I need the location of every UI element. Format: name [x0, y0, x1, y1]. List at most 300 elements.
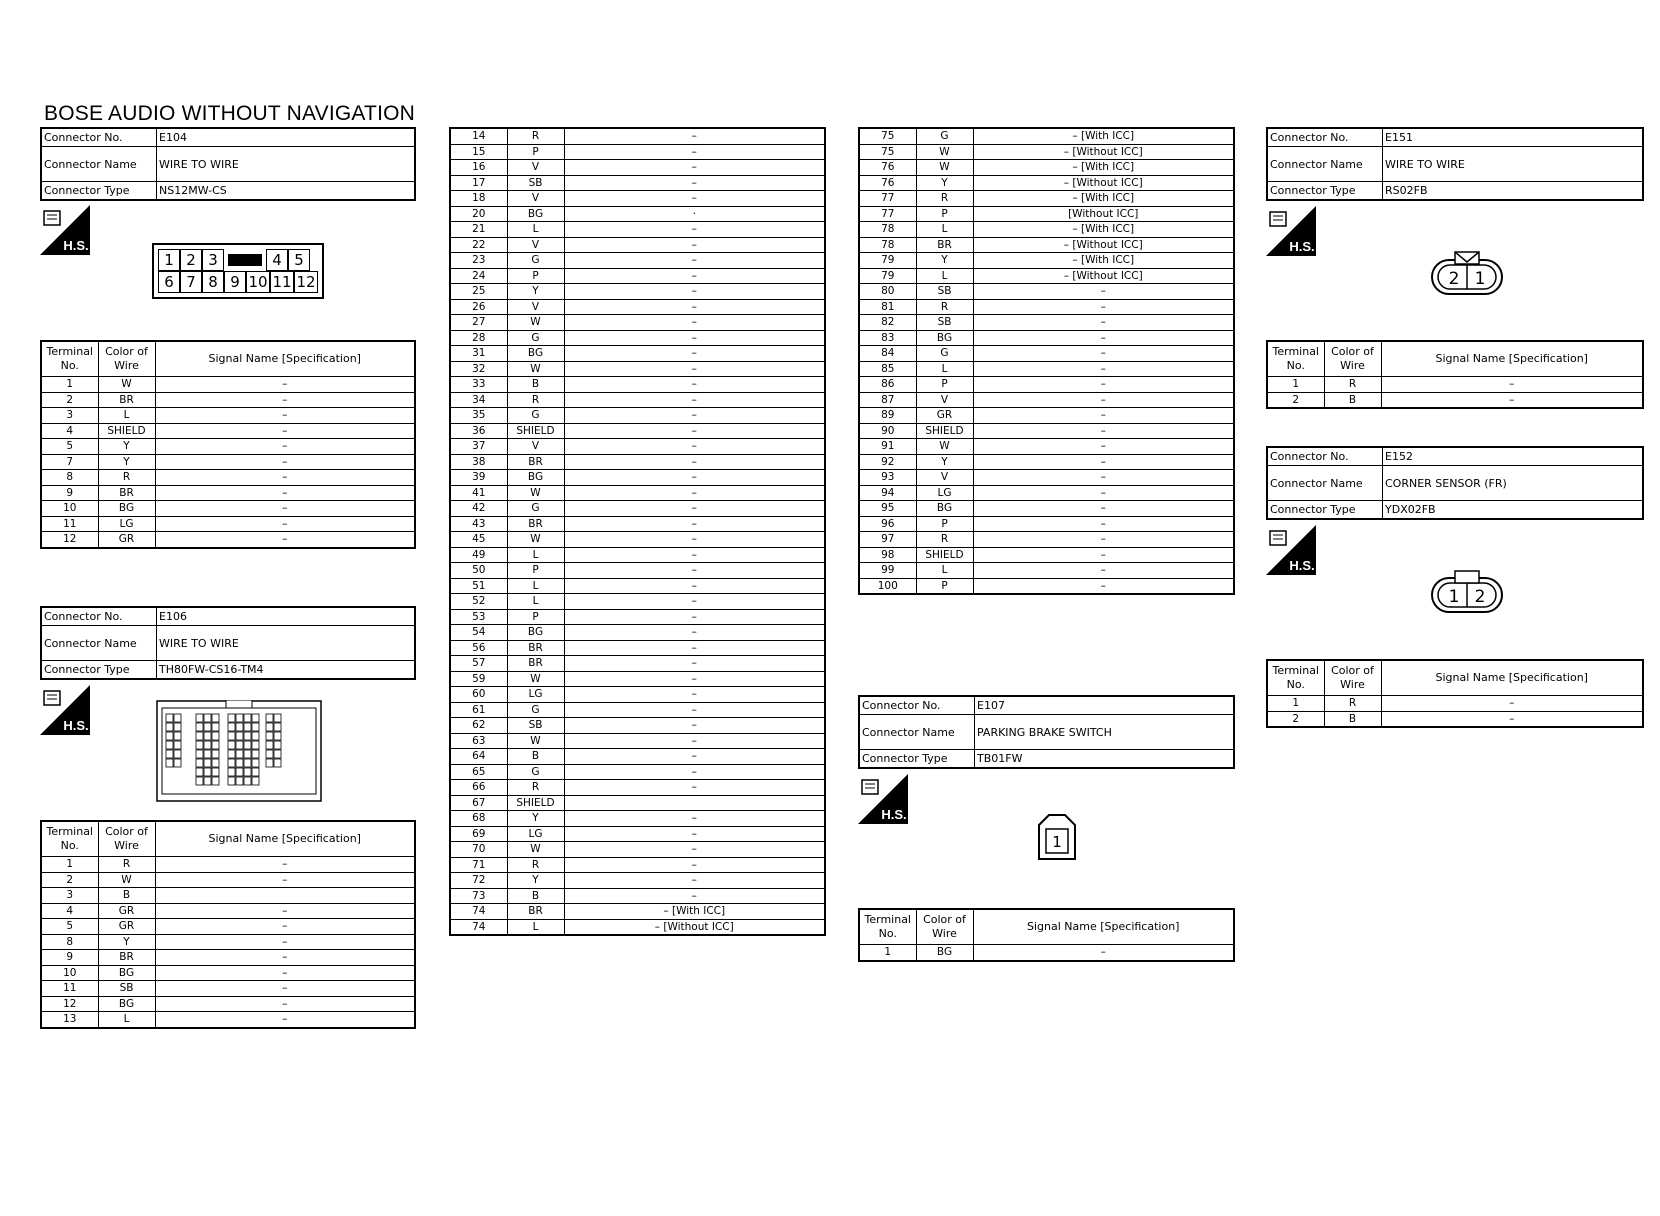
pin-cavity — [196, 750, 203, 758]
wire-color-cell: BR — [507, 454, 564, 470]
signal-name-cell: – [With ICC] — [973, 160, 1234, 176]
terminal-no-cell: 36 — [450, 423, 507, 439]
terminal-no-cell: 8 — [41, 934, 98, 950]
svg-text:H.S.: H.S. — [881, 807, 907, 822]
terminal-no-cell: 9 — [41, 485, 98, 501]
signal-name-cell: – — [155, 996, 415, 1012]
terminal-no-cell: 72 — [450, 873, 507, 889]
wire-color-cell: G — [507, 702, 564, 718]
terminal-no-cell: 41 — [450, 485, 507, 501]
wire-color-cell: GR — [916, 408, 973, 424]
table-row — [450, 578, 825, 594]
signal-name-cell: – — [564, 501, 825, 517]
pin-cavity — [236, 741, 243, 749]
pin-cavity — [274, 750, 281, 758]
wire-color-cell: GR — [98, 919, 155, 935]
signal-name-cell: – — [564, 594, 825, 610]
table-row — [450, 346, 825, 362]
wire-color-cell: LG — [98, 516, 155, 532]
wire-color-cell: Y — [507, 873, 564, 889]
terminal-no-cell: 69 — [450, 826, 507, 842]
signal-name-cell: – — [564, 656, 825, 672]
terminal-table-e104 — [40, 340, 416, 549]
terminal-no-cell: 70 — [450, 842, 507, 858]
connector-type-label: Connector Type — [41, 182, 157, 201]
table-row — [450, 656, 825, 672]
signal-name-cell: – — [155, 919, 415, 935]
wire-color-cell: G — [916, 346, 973, 362]
wire-color-cell: B — [1324, 711, 1381, 727]
signal-name-cell — [155, 888, 415, 904]
wire-color-cell: P — [916, 516, 973, 532]
terminal-no-cell: 78 — [859, 222, 916, 238]
terminal-no-cell: 32 — [450, 361, 507, 377]
table-row — [450, 640, 825, 656]
terminal-no-cell: 10 — [41, 501, 98, 517]
pin-label: 1 — [158, 249, 180, 271]
signal-name-cell — [564, 795, 825, 811]
pin-cavity — [166, 750, 173, 758]
table-row — [1267, 711, 1643, 727]
pin-cavity — [166, 759, 173, 767]
terminal-no-cell: 12 — [41, 532, 98, 548]
signal-name-cell: – — [155, 501, 415, 517]
signal-name-cell: – — [973, 392, 1234, 408]
signal-name-cell: – — [564, 253, 825, 269]
connector-no-label: Connector No. — [1267, 128, 1383, 147]
terminal-no-cell: 1 — [1267, 696, 1324, 712]
pin-cavity — [266, 741, 273, 749]
terminal-no-cell: 77 — [859, 191, 916, 207]
terminal-no-cell: 50 — [450, 563, 507, 579]
table-row — [450, 888, 825, 904]
signal-name-cell: – — [155, 965, 415, 981]
signal-name-cell: – — [564, 222, 825, 238]
wire-color-cell: BG — [507, 346, 564, 362]
signal-name-cell: – — [564, 733, 825, 749]
table-row — [859, 501, 1234, 517]
connector-no-value: E107 — [975, 696, 1235, 715]
signal-name-cell: – — [155, 454, 415, 470]
table-row — [859, 563, 1234, 579]
pin-cavity — [274, 732, 281, 740]
pin-cavity — [228, 759, 235, 767]
signal-name-cell: – — [564, 687, 825, 703]
signal-name-cell: – — [155, 470, 415, 486]
table-row — [450, 516, 825, 532]
pin-cavity — [252, 723, 259, 731]
pin-cavity — [212, 777, 219, 785]
table-row — [859, 191, 1234, 207]
table-row — [41, 857, 415, 873]
connector-name-label: Connector Name — [859, 715, 975, 750]
signal-name-cell: – [With ICC] — [973, 191, 1234, 207]
table-row — [450, 842, 825, 858]
pin-label: 2 — [1474, 587, 1486, 607]
terminal-no-header: Terminal No. — [859, 909, 916, 945]
terminal-no-cell: 95 — [859, 501, 916, 517]
connector-type-value: NS12MW-CS — [157, 182, 416, 201]
terminal-no-header: Terminal No. — [41, 821, 98, 857]
signal-name-cell: – — [564, 780, 825, 796]
connector-type-label: Connector Type — [41, 661, 157, 680]
terminal-table-e151 — [1266, 340, 1644, 409]
connector-face-e151 — [1430, 250, 1504, 298]
pin-label: 1 — [1052, 833, 1062, 851]
table-row — [859, 222, 1234, 238]
signal-header: Signal Name [Specification] — [155, 341, 415, 377]
signal-name-cell: – — [564, 873, 825, 889]
table-row — [859, 175, 1234, 191]
terminal-no-cell: 10 — [41, 965, 98, 981]
signal-name-cell: – — [155, 981, 415, 997]
wire-color-cell: G — [507, 408, 564, 424]
wire-color-cell: P — [916, 578, 973, 594]
signal-name-cell: – — [564, 330, 825, 346]
wire-color-cell: BR — [98, 392, 155, 408]
pin-cavity — [274, 759, 281, 767]
pin-cavity — [236, 750, 243, 758]
pin-cavity — [236, 768, 243, 776]
pin-cavity — [204, 777, 211, 785]
wire-color-cell: BG — [98, 965, 155, 981]
terminal-no-cell: 97 — [859, 532, 916, 548]
harness-side-icon — [1266, 525, 1316, 575]
terminal-no-cell: 27 — [450, 315, 507, 331]
signal-name-cell: – — [564, 268, 825, 284]
table-row — [450, 175, 825, 191]
table-row — [859, 945, 1234, 961]
wire-color-cell: L — [507, 547, 564, 563]
table-row — [859, 392, 1234, 408]
signal-name-cell: – — [564, 315, 825, 331]
table-row — [450, 780, 825, 796]
terminal-no-cell: 73 — [450, 888, 507, 904]
table-row — [859, 439, 1234, 455]
terminal-no-header: Terminal No. — [41, 341, 98, 377]
table-row — [41, 903, 415, 919]
signal-name-cell: – — [564, 237, 825, 253]
table-row — [41, 516, 415, 532]
terminal-no-cell: 71 — [450, 857, 507, 873]
terminal-no-cell: 1 — [859, 945, 916, 961]
pin-cavity — [244, 768, 251, 776]
table-row — [450, 485, 825, 501]
signal-name-cell: – — [1381, 711, 1643, 727]
table-row — [859, 284, 1234, 300]
wire-color-cell: BG — [916, 945, 973, 961]
table-row — [450, 361, 825, 377]
terminal-no-cell: 94 — [859, 485, 916, 501]
signal-name-cell: – — [564, 702, 825, 718]
terminal-no-cell: 1 — [1267, 377, 1324, 393]
wire-color-cell: Y — [98, 454, 155, 470]
pin-cavity — [174, 723, 181, 731]
wire-color-cell: L — [98, 408, 155, 424]
signal-name-cell: – — [564, 532, 825, 548]
wire-color-cell: L — [98, 1012, 155, 1028]
table-row — [450, 857, 825, 873]
table-row — [1267, 377, 1643, 393]
terminal-table-e106 — [40, 820, 416, 1029]
signal-name-cell: – [Without ICC] — [973, 144, 1234, 160]
terminal-no-cell: 1 — [41, 377, 98, 393]
signal-name-cell: – — [564, 671, 825, 687]
pin-label: 8 — [202, 271, 224, 293]
signal-name-cell: – — [564, 764, 825, 780]
pin-cavity — [266, 723, 273, 731]
table-row — [41, 996, 415, 1012]
terminal-no-cell: 1 — [41, 857, 98, 873]
signal-name-cell: – — [155, 408, 415, 424]
wire-color-cell: B — [98, 888, 155, 904]
wire-color-cell: BG — [507, 470, 564, 486]
wire-color-cell: G — [507, 764, 564, 780]
terminal-no-cell: 3 — [41, 408, 98, 424]
color-header: Color of Wire — [98, 341, 155, 377]
pin-label: 3 — [202, 249, 224, 271]
pin-cavity — [266, 732, 273, 740]
wire-color-cell: BR — [507, 904, 564, 920]
table-row — [450, 687, 825, 703]
table-row — [41, 408, 415, 424]
connector-no-value: E106 — [157, 607, 416, 626]
signal-name-cell: – — [155, 377, 415, 393]
terminal-no-cell: 18 — [450, 191, 507, 207]
table-row — [859, 547, 1234, 563]
pin-cavity — [166, 723, 173, 731]
pin-cavity — [212, 768, 219, 776]
terminal-no-cell: 11 — [41, 981, 98, 997]
terminal-no-header: Terminal No. — [1267, 341, 1324, 377]
signal-name-cell: – — [564, 454, 825, 470]
terminal-no-cell: 98 — [859, 547, 916, 563]
wire-color-cell: V — [916, 392, 973, 408]
terminal-no-cell: 28 — [450, 330, 507, 346]
wire-color-cell: P — [507, 563, 564, 579]
table-row — [41, 965, 415, 981]
pin-cavity — [204, 723, 211, 731]
wire-color-cell: G — [916, 128, 973, 144]
terminal-no-cell: 5 — [41, 919, 98, 935]
table-row — [450, 160, 825, 176]
pin-cavity — [166, 714, 173, 722]
terminal-no-cell: 86 — [859, 377, 916, 393]
connector-no-label: Connector No. — [1267, 447, 1383, 466]
pin-cavity — [196, 732, 203, 740]
wire-color-cell: BR — [507, 656, 564, 672]
terminal-table-e152 — [1266, 659, 1644, 728]
svg-text:H.S.: H.S. — [1289, 558, 1315, 573]
wire-color-cell: P — [507, 268, 564, 284]
table-row — [450, 330, 825, 346]
signal-name-cell: – — [973, 945, 1234, 961]
pin-cavity — [236, 732, 243, 740]
connector-info-e106 — [40, 606, 416, 680]
pin-cavity — [196, 714, 203, 722]
signal-name-cell: – — [973, 423, 1234, 439]
terminal-no-cell: 4 — [41, 423, 98, 439]
wire-color-cell: W — [507, 842, 564, 858]
terminal-no-cell: 89 — [859, 408, 916, 424]
pin-label: 12 — [294, 271, 318, 293]
table-row — [859, 470, 1234, 486]
pin-label: 5 — [288, 249, 310, 271]
table-row — [450, 144, 825, 160]
signal-name-cell: – — [564, 640, 825, 656]
wire-color-cell: Y — [507, 811, 564, 827]
pin-label: 1 — [1474, 269, 1486, 289]
wire-color-cell: L — [507, 919, 564, 935]
pin-cavity — [212, 750, 219, 758]
wire-color-cell: G — [507, 501, 564, 517]
signal-name-cell: – — [973, 299, 1234, 315]
table-row — [450, 547, 825, 563]
pin-cavity — [196, 759, 203, 767]
harness-side-icon — [40, 685, 90, 735]
pin-cavity — [212, 732, 219, 740]
terminal-no-cell: 4 — [41, 903, 98, 919]
connector-name-label: Connector Name — [41, 626, 157, 661]
pin-cavity — [274, 741, 281, 749]
table-row — [859, 315, 1234, 331]
table-row — [450, 284, 825, 300]
terminal-no-cell: 99 — [859, 563, 916, 579]
pin-cavity — [204, 714, 211, 722]
terminal-no-cell: 64 — [450, 749, 507, 765]
terminal-no-cell: 78 — [859, 237, 916, 253]
terminal-no-cell: 68 — [450, 811, 507, 827]
wire-color-cell: B — [1324, 392, 1381, 408]
signal-name-cell: – — [564, 361, 825, 377]
terminal-no-cell: 77 — [859, 206, 916, 222]
pin-cavity — [174, 714, 181, 722]
signal-name-cell: – — [564, 346, 825, 362]
connector-info-e151 — [1266, 127, 1644, 201]
table-row — [450, 191, 825, 207]
signal-name-cell: – — [973, 532, 1234, 548]
signal-name-cell: – — [155, 392, 415, 408]
table-row — [450, 749, 825, 765]
wire-color-cell: P — [507, 144, 564, 160]
table-row — [450, 299, 825, 315]
wire-color-cell: R — [916, 532, 973, 548]
wire-color-cell: SB — [916, 315, 973, 331]
terminal-no-cell: 75 — [859, 144, 916, 160]
wire-color-cell: W — [507, 671, 564, 687]
terminal-no-cell: 74 — [450, 904, 507, 920]
table-row — [450, 718, 825, 734]
signal-name-cell: – — [973, 578, 1234, 594]
terminal-no-cell: 96 — [859, 516, 916, 532]
wire-color-cell: G — [507, 330, 564, 346]
pin-cavity — [252, 714, 259, 722]
signal-name-cell: – — [1381, 696, 1643, 712]
table-row — [450, 222, 825, 238]
wire-color-cell: SB — [98, 981, 155, 997]
table-row — [859, 454, 1234, 470]
terminal-no-cell: 15 — [450, 144, 507, 160]
signal-name-cell: · — [564, 206, 825, 222]
terminal-no-cell: 5 — [41, 439, 98, 455]
signal-name-cell: – — [564, 516, 825, 532]
pin-cavity — [174, 759, 181, 767]
color-header: Color of Wire — [1324, 660, 1381, 696]
terminal-no-cell: 20 — [450, 206, 507, 222]
signal-name-cell: – [Without ICC] — [973, 175, 1234, 191]
table-row — [41, 377, 415, 393]
signal-name-cell: – — [973, 439, 1234, 455]
signal-name-cell: – — [564, 160, 825, 176]
svg-text:H.S.: H.S. — [63, 238, 89, 253]
signal-header: Signal Name [Specification] — [1381, 341, 1643, 377]
table-row — [450, 206, 825, 222]
connector-no-value: E104 — [157, 128, 416, 147]
signal-name-cell: – — [973, 501, 1234, 517]
wire-color-cell: P — [507, 609, 564, 625]
table-row — [450, 501, 825, 517]
signal-name-cell: – [With ICC] — [973, 128, 1234, 144]
table-row — [41, 872, 415, 888]
signal-name-cell: – [With ICC] — [973, 222, 1234, 238]
table-row — [450, 671, 825, 687]
wire-color-cell: V — [507, 191, 564, 207]
svg-text:H.S.: H.S. — [63, 718, 89, 733]
table-row — [41, 454, 415, 470]
pin-cavity — [204, 750, 211, 758]
connector-no-label: Connector No. — [41, 607, 157, 626]
terminal-no-cell: 92 — [859, 454, 916, 470]
wire-color-cell: GR — [98, 532, 155, 548]
wire-color-cell: BG — [916, 501, 973, 517]
pin-cavity — [166, 732, 173, 740]
wire-color-cell: R — [916, 191, 973, 207]
wire-color-cell: L — [916, 563, 973, 579]
signal-name-cell: – — [973, 408, 1234, 424]
wire-color-cell: W — [916, 439, 973, 455]
pin-cavity — [212, 759, 219, 767]
table-row — [450, 237, 825, 253]
wire-color-cell: R — [507, 857, 564, 873]
signal-name-cell: – — [564, 470, 825, 486]
connector-face-e106 — [156, 700, 322, 802]
pin-cavity — [196, 768, 203, 776]
signal-name-cell: – — [564, 392, 825, 408]
signal-name-cell: – — [973, 284, 1234, 300]
wire-color-cell: P — [916, 377, 973, 393]
wire-color-cell: V — [916, 470, 973, 486]
pin-cavity — [212, 741, 219, 749]
signal-header: Signal Name [Specification] — [973, 909, 1234, 945]
terminal-no-cell: 12 — [41, 996, 98, 1012]
signal-name-cell: – — [564, 485, 825, 501]
pin-cavity — [266, 759, 273, 767]
connector-type-value: YDX02FB — [1383, 501, 1644, 520]
signal-name-cell: – — [564, 439, 825, 455]
connector-info-e104 — [40, 127, 416, 201]
wire-color-cell: GR — [98, 903, 155, 919]
color-header: Color of Wire — [916, 909, 973, 945]
pin-cavity — [266, 714, 273, 722]
signal-name-cell: – — [564, 811, 825, 827]
pin-cavity — [228, 768, 235, 776]
signal-header: Signal Name [Specification] — [1381, 660, 1643, 696]
terminal-no-cell: 85 — [859, 361, 916, 377]
table-row — [41, 532, 415, 548]
signal-name-cell: – — [155, 439, 415, 455]
harness-side-icon — [1266, 206, 1316, 256]
wire-color-cell: B — [507, 377, 564, 393]
